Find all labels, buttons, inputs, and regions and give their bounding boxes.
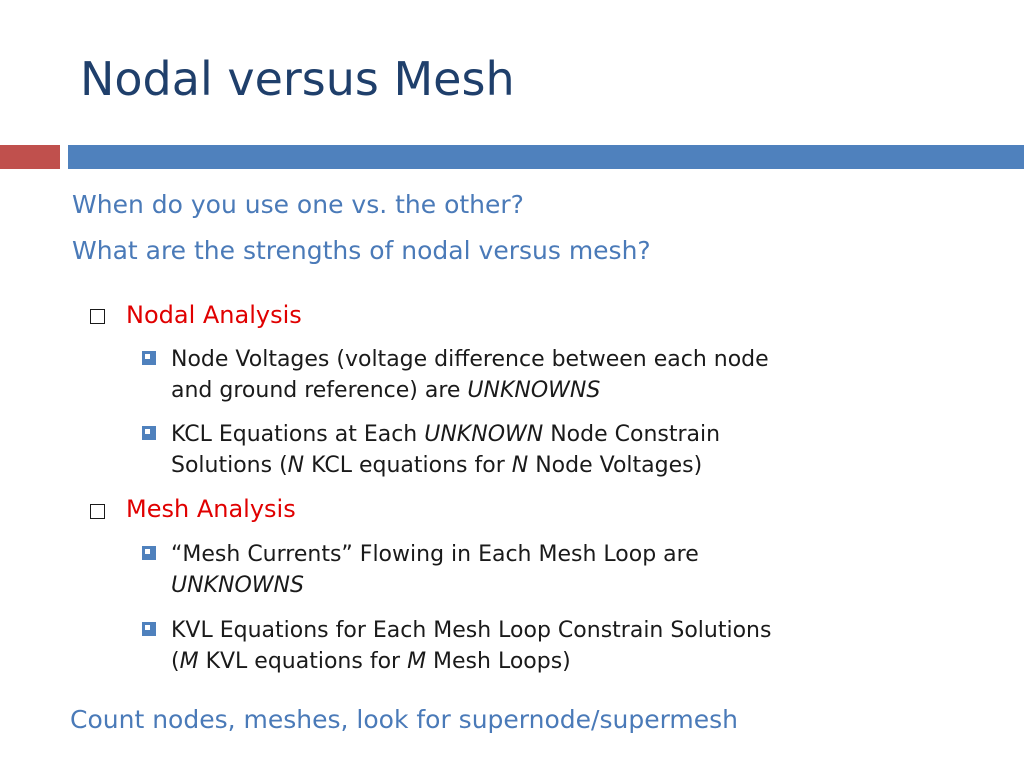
bullet-line: KVL Equations for Each Mesh Loop Constrain Solutions [171, 618, 772, 643]
bullet-line [171, 570, 699, 601]
bullet-emphasis: UNKNOWNS [467, 378, 601, 403]
bullet-line [171, 646, 771, 677]
bullet-kvl-equations [171, 615, 771, 677]
bullet-line: “Mesh Currents” Flowing in Each Mesh Loop are [171, 542, 699, 567]
square-bullet-icon [142, 546, 156, 560]
bullet-text: KVL equations for [198, 649, 408, 674]
bullet-text: ( [171, 649, 180, 674]
bullet-emphasis: M [407, 649, 427, 674]
square-bullet-icon [142, 426, 156, 440]
bullet-text: Node Constrain [543, 422, 721, 447]
section-heading-mesh: Mesh Analysis [126, 495, 296, 523]
bullet-text: KCL Equations at Each [171, 422, 425, 447]
bullet-line [171, 450, 720, 481]
bullet-text: Solutions ( [171, 453, 288, 478]
bullet-line: Node Voltages (voltage difference between each node [171, 347, 769, 372]
square-bullet-icon [142, 622, 156, 636]
hollow-square-bullet-icon [90, 309, 105, 324]
bullet-node-voltages [171, 344, 769, 406]
bullet-line [171, 375, 769, 406]
bullet-text: Node Voltages) [528, 453, 703, 478]
bullet-line [171, 419, 720, 450]
intro-question-1: When do you use one vs. the other? [72, 190, 524, 219]
bullet-text: Mesh Loops) [426, 649, 571, 674]
section-heading-nodal: Nodal Analysis [126, 301, 302, 329]
hollow-square-bullet-icon [90, 504, 105, 519]
bullet-emphasis: N [511, 453, 529, 478]
footer-note: Count nodes, meshes, look for supernode/supermesh [70, 705, 739, 734]
bullet-text: KCL equations for [304, 453, 512, 478]
accent-bar-blue [68, 145, 1024, 169]
bullet-kcl-equations [171, 419, 720, 481]
square-bullet-icon [142, 351, 156, 365]
bullet-emphasis: M [179, 649, 199, 674]
intro-question-2: What are the strengths of nodal versus mesh? [72, 236, 651, 265]
bullet-emphasis: UNKNOWNS [171, 573, 304, 598]
slide-title: Nodal versus Mesh [80, 52, 515, 106]
bullet-emphasis: N [287, 453, 305, 478]
bullet-text: and ground reference) are [171, 378, 468, 403]
bullet-emphasis: UNKNOWN [424, 422, 544, 447]
accent-bar-red [0, 145, 60, 169]
bullet-mesh-currents [171, 539, 699, 601]
